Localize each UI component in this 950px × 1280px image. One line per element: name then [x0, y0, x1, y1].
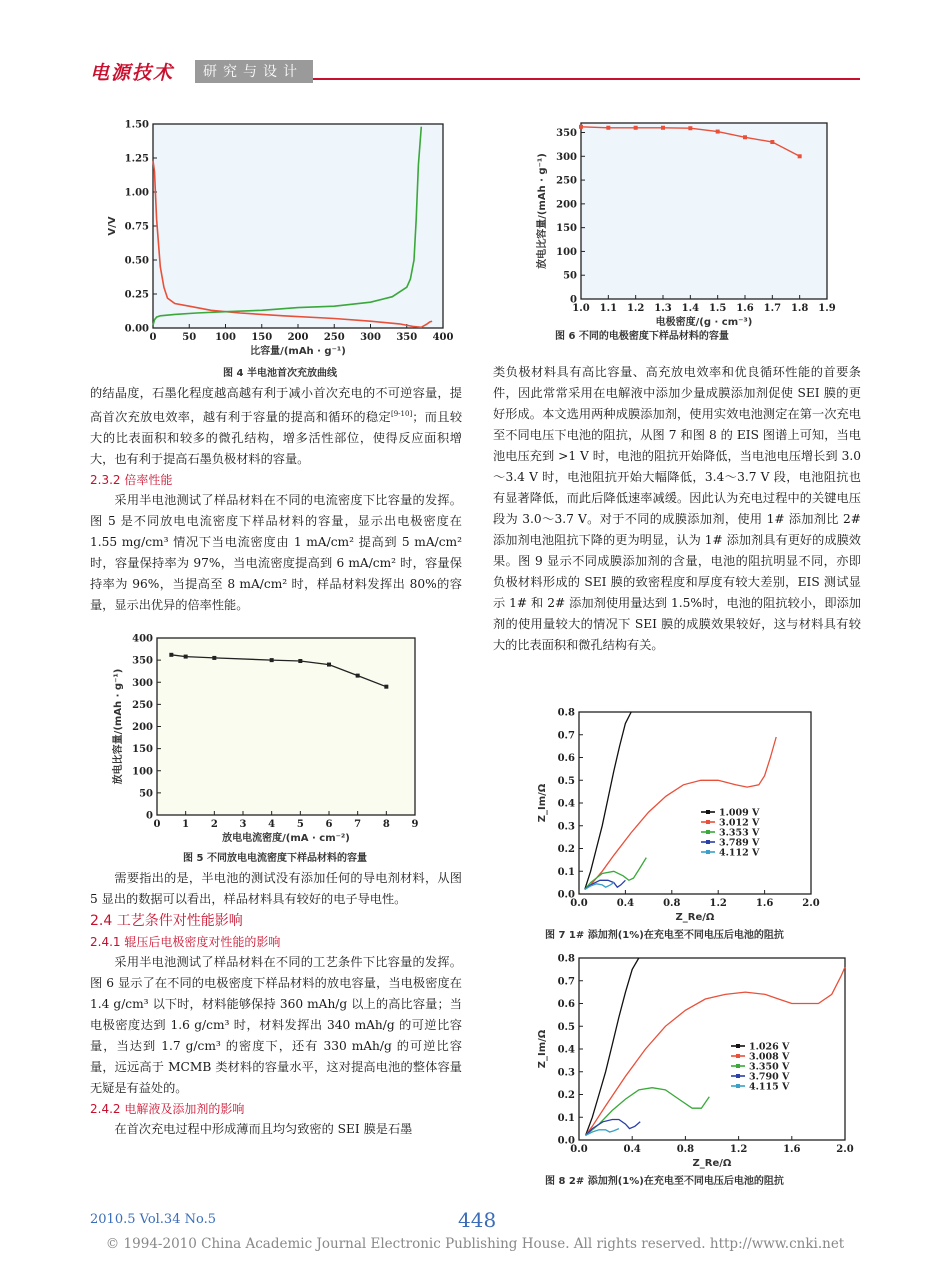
legend-marker — [736, 1084, 740, 1088]
y-tick-label: 0.00 — [124, 323, 149, 335]
y-tick-label: 0.8 — [557, 707, 575, 719]
figure-caption: 图 4 半电池首次充放曲线 — [223, 368, 337, 379]
data-point — [716, 130, 720, 134]
y-tick-label: 100 — [132, 766, 153, 778]
heading-2-4-1: 2.4.1 辊压后电极密度对性能的影响 — [90, 935, 281, 949]
x-tick-label: 1.8 — [790, 303, 809, 314]
y-axis-label: 放电比容量/(mAh · g⁻¹) — [537, 153, 548, 269]
y-tick-label: 0.3 — [557, 821, 575, 833]
data-point — [770, 140, 774, 144]
legend-marker — [706, 850, 710, 854]
section-label: 研究与设计 — [195, 60, 313, 83]
x-tick-label: 0.8 — [663, 898, 681, 909]
data-point — [356, 674, 360, 678]
legend-label: 3.790 V — [749, 1071, 790, 1083]
y-tick-label: 350 — [556, 128, 577, 140]
x-tick-label: 6 — [325, 819, 333, 830]
y-tick-label: 0 — [570, 294, 577, 306]
x-tick-label: 3 — [239, 819, 247, 830]
legend-marker — [706, 830, 710, 834]
legend-marker — [736, 1064, 740, 1068]
y-tick-label: 0.2 — [557, 844, 575, 855]
y-tick-label: 0.5 — [557, 775, 575, 787]
data-point — [184, 655, 188, 659]
data-point — [688, 126, 692, 130]
x-tick-label: 7 — [354, 819, 362, 830]
x-tick-label: 1.2 — [626, 303, 645, 314]
y-tick-label: 150 — [556, 223, 577, 235]
x-axis-label: 电极密度/(g · cm⁻³) — [655, 317, 753, 328]
y-axis-label: Z_Im/Ω — [537, 1029, 548, 1069]
figure-7 — [535, 700, 855, 942]
data-point — [169, 653, 173, 657]
y-tick-label: 0.4 — [557, 1044, 575, 1056]
para-density: 采用半电池测试了样品材料在不同的工艺条件下比容量的发挥。图 6 显示了在不同的电极密度下样品材料的放电容量，当电极密度在 1.4 g/cm³ 以下时，材料能够保持 360 mAh/g 以上的高比容量；当电极密度达到 1.6 g/cm³ 时，材料发挥出 340 mAh/g 的可逆比容量，当达到 1.7 g/cm³ 的密度下，还有 330 mAh/g 的可逆比容量，远远高于 MCMB 类材料的容量水平，这对提高电池的整体容量无疑是有益处的。 — [90, 955, 462, 1095]
left-text-1 — [90, 383, 462, 616]
figure-caption: 图 6 不同的电极密度下样品材料的容量 — [555, 331, 729, 342]
y-tick-label: 0.7 — [557, 730, 575, 742]
figure-5 — [95, 628, 455, 865]
x-tick-label: 1 — [182, 819, 190, 830]
x-tick-label: 50 — [182, 332, 197, 343]
y-tick-label: 0.0 — [557, 1135, 575, 1147]
x-tick-label: 4 — [268, 819, 276, 830]
para-rate: 采用半电池测试了样品材料在不同的电流密度下比容量的发挥。图 5 是不同放电电流密度下样品材料的容量，显示出电极密度在 1.55 mg/cm³ 情况下当电流密度由 1 mA/cm² 提高到 5 mA/cm² 时，容量保持率为 97%，当电流密度提高到 6 mA/cm² 时，容量保持率为 96%，当提高至 8 mA/cm² 时，样品材料发挥出 80%的容量，显示出优异的倍率性能。 — [90, 493, 462, 613]
x-tick-label: 0.0 — [570, 1144, 588, 1155]
data-point — [579, 125, 583, 129]
y-tick-label: 150 — [132, 744, 153, 756]
y-tick-label: 200 — [132, 722, 153, 733]
x-tick-label: 1.6 — [755, 898, 774, 909]
figure-8 — [535, 946, 855, 1188]
x-tick-label: 1.5 — [708, 303, 727, 314]
figure-7-chart — [535, 700, 855, 942]
figure-6-chart — [535, 115, 855, 343]
footer-issue: 2010.5 Vol.34 No.5 — [90, 1212, 216, 1227]
data-point — [327, 663, 331, 667]
legend-label: 3.353 V — [719, 827, 760, 839]
data-point — [212, 656, 216, 660]
legend-marker — [736, 1054, 740, 1058]
y-tick-label: 0.75 — [124, 221, 149, 233]
x-tick-label: 1.9 — [818, 303, 836, 314]
x-tick-label: 350 — [396, 332, 418, 343]
journal-name: 电源技术 — [90, 62, 175, 84]
y-axis-label: V/V — [107, 216, 118, 236]
figure-8-chart — [535, 946, 855, 1188]
page-number: 448 — [458, 1208, 497, 1232]
data-point — [634, 126, 638, 130]
y-tick-label: 350 — [132, 655, 153, 667]
y-tick-label: 0.50 — [124, 255, 149, 267]
x-tick-label: 150 — [251, 332, 273, 343]
legend-label: 1.026 V — [749, 1041, 790, 1053]
x-tick-label: 5 — [296, 819, 304, 830]
heading-2-3-2: 2.3.2 倍率性能 — [90, 473, 173, 488]
y-tick-label: 0.3 — [557, 1067, 575, 1079]
y-tick-label: 0.6 — [557, 753, 575, 764]
y-tick-label: 0.4 — [557, 798, 575, 810]
figure-4 — [95, 118, 455, 380]
x-tick-label: 8 — [382, 819, 390, 830]
y-axis-label: Z_Im/Ω — [537, 783, 548, 823]
figure-caption: 图 7 1# 添加剂(1%)在充电至不同电压后电池的阻抗 — [545, 930, 784, 941]
x-tick-label: 1.1 — [599, 303, 618, 314]
y-axis-label: 放电比容量/(mAh · g⁻¹) — [113, 668, 124, 785]
left-text-2 — [90, 868, 462, 1140]
y-tick-label: 0.7 — [557, 976, 575, 988]
x-tick-label: 1.7 — [763, 303, 782, 314]
figure-caption: 图 5 不同放电电流密度下样品材料的容量 — [183, 853, 367, 864]
x-tick-label: 1.6 — [783, 1144, 801, 1155]
plot-area — [579, 958, 845, 1140]
data-point — [270, 658, 274, 662]
legend-label: 3.789 V — [719, 837, 760, 849]
heading-2-4: 2.4 工艺条件对性能影响 — [90, 913, 243, 929]
heading-2-4-2: 2.4.2 电解液及添加剂的影响 — [90, 1102, 245, 1116]
x-tick-label: 0 — [149, 332, 157, 343]
legend-marker — [736, 1074, 740, 1078]
y-tick-label: 1.50 — [124, 119, 149, 131]
y-tick-label: 250 — [132, 699, 153, 711]
data-point — [606, 126, 610, 130]
page-header — [90, 58, 860, 84]
x-tick-label: 1.2 — [729, 1144, 748, 1155]
x-tick-label: 0 — [153, 819, 161, 830]
legend-label: 1.009 V — [719, 807, 760, 819]
x-tick-label: 2.0 — [836, 1144, 854, 1155]
y-tick-label: 0.25 — [124, 289, 149, 301]
legend-marker — [706, 820, 710, 824]
x-axis-label: Z_Re/Ω — [692, 1158, 732, 1169]
legend-marker — [706, 810, 710, 814]
y-tick-label: 1.00 — [124, 187, 149, 199]
figure-4-chart — [95, 118, 455, 380]
para-sei: 在首次充电过程中形成薄而且均匀致密的 SEI 膜是石墨 — [114, 1122, 413, 1136]
x-tick-label: 300 — [360, 332, 381, 343]
y-tick-label: 0.1 — [557, 866, 575, 878]
x-tick-label: 1.6 — [736, 303, 754, 314]
y-tick-label: 0 — [146, 810, 153, 822]
legend-marker — [706, 840, 710, 844]
y-tick-label: 50 — [563, 270, 577, 282]
x-tick-label: 1.0 — [572, 303, 590, 314]
copyright-line: © 1994-2010 China Academic Journal Electronic Publishing House. All rights reserved. http://www.cnki.net — [105, 1236, 845, 1252]
y-tick-label: 300 — [556, 151, 577, 163]
x-tick-label: 100 — [215, 332, 236, 343]
x-axis-label: Z_Re/Ω — [675, 912, 715, 923]
plot-area — [157, 638, 415, 815]
reference: [9-10] — [391, 410, 413, 418]
legend-marker — [736, 1044, 740, 1048]
data-point — [743, 135, 747, 139]
figure-caption: 图 8 2# 添加剂(1%)在充电至不同电压后电池的阻抗 — [545, 1176, 784, 1187]
x-tick-label: 2 — [210, 819, 218, 830]
x-tick-label: 0.8 — [676, 1144, 695, 1155]
y-tick-label: 0.2 — [557, 1090, 575, 1101]
y-tick-label: 0.1 — [557, 1112, 575, 1124]
x-tick-label: 0.4 — [623, 1144, 641, 1155]
para-crystallinity: 的结晶度，石墨化程度越高越有利于减小首次充电的不可逆容量，提高首次充放电效率，越有利于容量的提高和循环的稳定[9-10]；而且较大的比表面积和较多的微孔结构，增多活性部位，使得反应面积增大，也有利于提高石墨负极材料的容量。 — [90, 386, 463, 467]
y-tick-label: 100 — [556, 246, 577, 258]
para-additives: 类负极材料具有高比容量、高充放电效率和优良循环性能的首要条件，因此常常采用在电解液中添加少量成膜添加剂促使 SEI 膜的更好形成。本文选用两种成膜添加剂，使用实效电池测定在第一次充电至不同电压下电池的阻抗，从图 7 和图 8 的 EIS 图谱上可知，当电池电压充到 >1 V 时，电池的阻抗开始降低，当电池电压增长到 3.0～3.4 V 时，电池阻抗开始大幅降低，3.4～3.7 V 段，电池阻抗也有显著降低，而此后降低速率减缓。因此认为充电过程中的关键电压段为 3.0～3.7 V。对于不同的成膜添加剂，使用 1# 添加剂比 2# 添加剂电池阻抗下降的更为明显，认为 1# 添加剂具有更好的成膜效果。图 9 显示不同成膜添加剂的含量，电池的阻抗明显不同，亦即负极材料形成的 SEI 膜的致密程度和厚度有较大差别，EIS 测试显示 1# 和 2# 添加剂使用量达到 1.5%时，电池的阻抗较小，即添加剂的使用量较大的情况下 SEI 膜的成膜效果较好，这与材料具有较大的比表面积和微孔结构有关。 — [493, 365, 861, 652]
y-tick-label: 0.8 — [557, 953, 575, 965]
x-tick-label: 400 — [432, 332, 454, 343]
legend-label: 3.012 V — [719, 817, 760, 829]
section-band — [195, 60, 860, 80]
y-tick-label: 200 — [556, 199, 577, 211]
x-tick-label: 250 — [323, 332, 345, 343]
y-tick-label: 300 — [132, 677, 153, 689]
legend-label: 3.008 V — [749, 1051, 790, 1063]
y-tick-label: 400 — [132, 633, 153, 645]
x-tick-label: 200 — [287, 332, 309, 343]
figure-5-chart — [95, 628, 455, 865]
legend-label: 3.350 V — [749, 1061, 790, 1073]
y-tick-label: 50 — [139, 788, 153, 800]
figure-6 — [535, 115, 855, 343]
right-text — [493, 362, 861, 656]
data-point — [298, 659, 302, 663]
x-tick-label: 2.0 — [802, 898, 820, 909]
x-tick-label: 1.2 — [709, 898, 727, 909]
x-tick-label: 1.4 — [681, 303, 700, 314]
x-tick-label: 0.0 — [570, 898, 588, 909]
x-axis-label: 放电电流密度/(mA · cm⁻²) — [222, 833, 350, 844]
y-tick-label: 250 — [556, 175, 577, 187]
y-tick-label: 1.25 — [124, 153, 149, 165]
data-point — [384, 685, 388, 689]
y-tick-label: 0.5 — [557, 1021, 575, 1033]
x-tick-label: 0.4 — [616, 898, 635, 909]
x-axis-label: 比容量/(mAh · g⁻¹) — [250, 346, 346, 357]
x-tick-label: 9 — [411, 819, 419, 830]
plot-area — [153, 124, 443, 328]
legend-label: 4.112 V — [719, 847, 760, 859]
y-tick-label: 0.0 — [557, 889, 575, 901]
para-conductivity: 需要指出的是，半电池的测试没有添加任何的导电剂材料，从图 5 显出的数据可以看出，样品材料具有较好的电子导电性。 — [90, 871, 462, 906]
legend-label: 4.115 V — [749, 1081, 790, 1093]
x-tick-label: 1.3 — [654, 303, 672, 314]
data-point — [661, 126, 665, 130]
plot-area — [581, 123, 827, 299]
data-point — [798, 154, 802, 158]
y-tick-label: 0.6 — [557, 999, 575, 1010]
